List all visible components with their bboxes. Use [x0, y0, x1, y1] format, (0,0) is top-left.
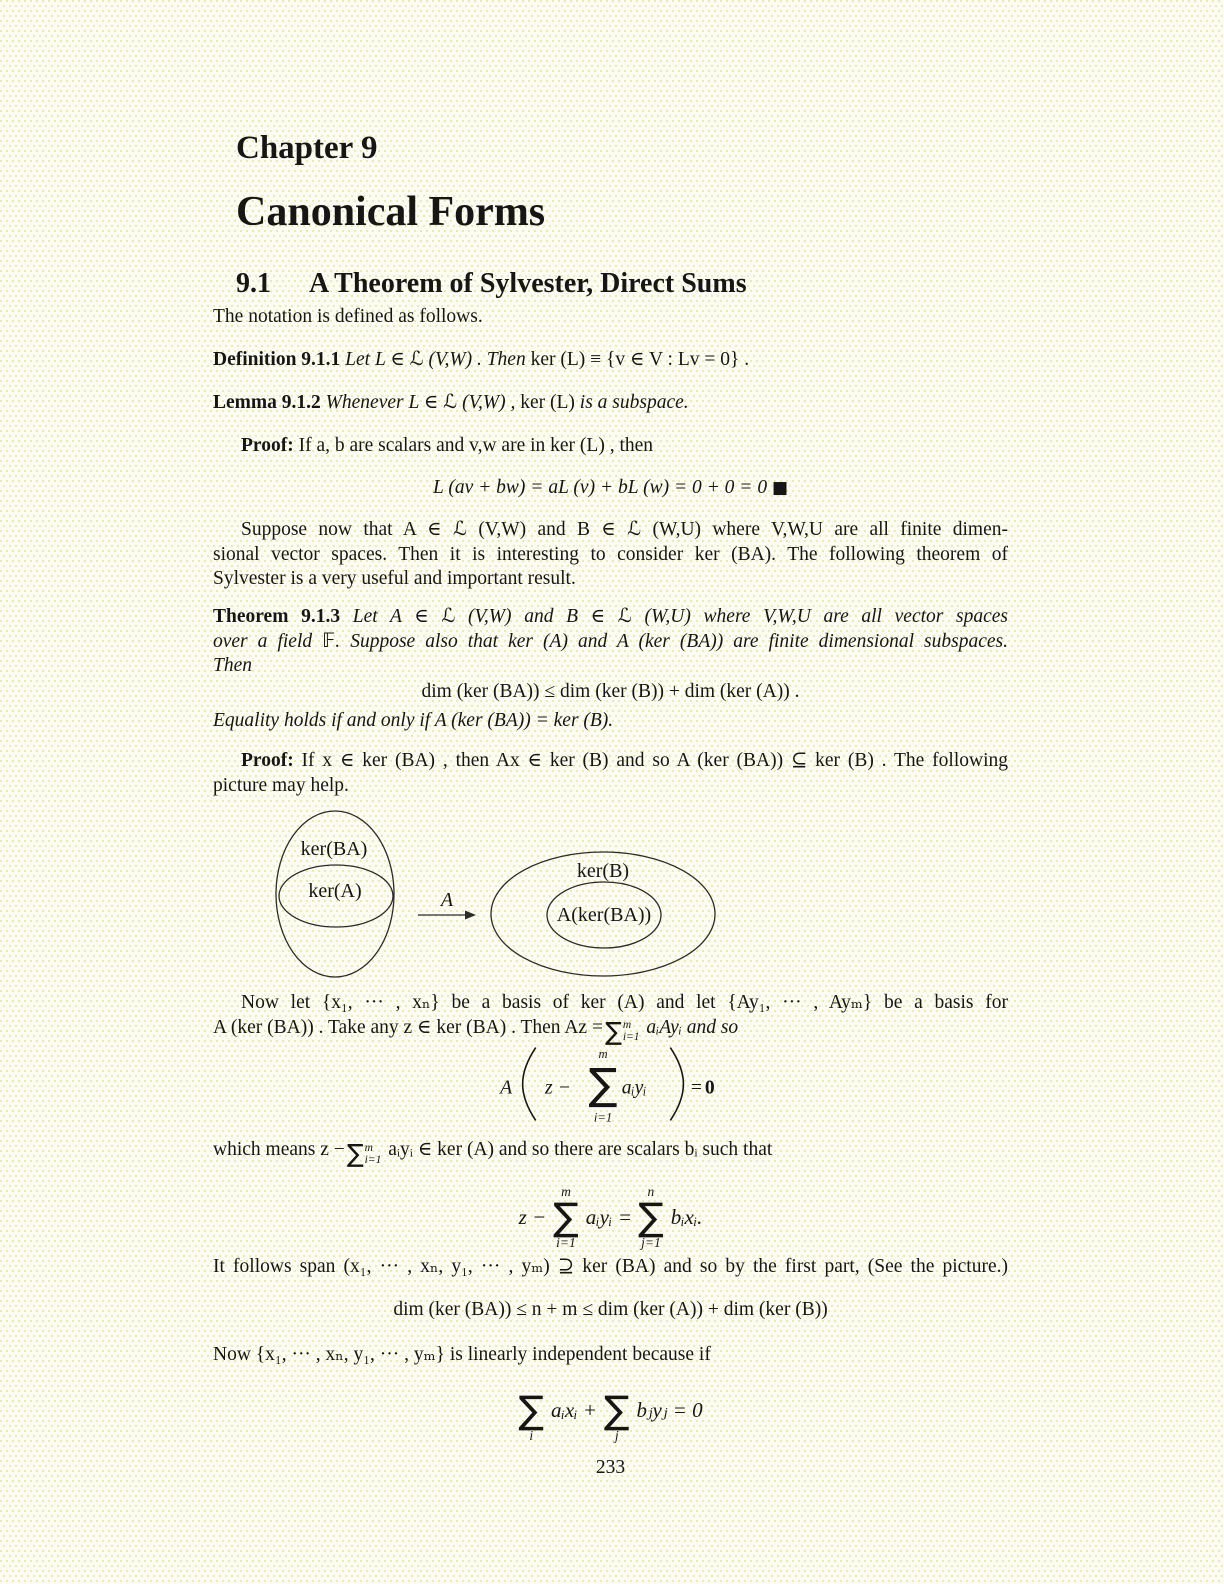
sum-stack-2 — [638, 1184, 664, 1250]
now-let-line2 — [213, 1016, 1008, 1044]
definition-body-roman: ker (L) ≡ {v ∈ V : Lv = 0} . — [530, 349, 750, 370]
definition-body-italic: Let L ∈ ℒ (V,W) . Then — [345, 349, 526, 370]
proof2-line2: picture may help. — [213, 774, 349, 796]
final-sum-1-bottom: i — [529, 1428, 534, 1443]
lemma-body-italic: Whenever L ∈ ℒ (V,W) , — [325, 392, 516, 413]
section-number: 9.1 — [236, 268, 271, 299]
section-heading — [236, 270, 747, 298]
definition-label: Definition 9.1.1 — [213, 349, 341, 370]
sum-stack-2-top: n — [647, 1184, 655, 1199]
chapter-label: Chapter 9 — [236, 130, 378, 166]
sum-stack-1 — [553, 1184, 579, 1250]
which-means-line — [213, 1138, 1008, 1166]
sigma-icon: ∑ — [638, 1195, 664, 1239]
sum-stack-1-bottom: i=1 — [556, 1235, 576, 1250]
two-sums-term1: aᵢyᵢ — [585, 1204, 613, 1229]
proof1-line — [213, 434, 1036, 459]
inline-sum-1 — [604, 1016, 640, 1046]
section-title: A Theorem of Sylvester, Direct Sums — [309, 268, 747, 299]
lemma-body-italic2: is a subspace. — [579, 392, 689, 413]
sigma-icon: ∑ — [604, 1016, 622, 1046]
sigma-icon: ∑ — [603, 1388, 630, 1432]
page-number: 233 — [595, 1457, 626, 1478]
qed-square-icon: ■ — [771, 478, 789, 498]
notation-line: The notation is defined as follows. — [213, 306, 483, 327]
sigma-icon: ∑ — [553, 1195, 579, 1239]
final-sum-2-bottom: j — [614, 1428, 619, 1443]
big-eq-equals: = — [690, 1077, 702, 1099]
suppose-line3: Sylvester is a very useful and important result. — [213, 568, 576, 589]
suppose-line1: Suppose now that A ∈ ℒ (V,W) and B ∈ ℒ (W,U) where V,W,U are all finite dimen- — [241, 519, 1008, 540]
sum-stack-1-top: m — [561, 1184, 571, 1199]
equation-final — [213, 1377, 1008, 1443]
equation-two-sums — [213, 1184, 1008, 1250]
big-sum-top: m — [598, 1046, 608, 1061]
which-means-pre: which means z − — [213, 1139, 345, 1160]
now-let-paragraph — [213, 991, 1008, 1044]
theorem-line1-rest: Let A ∈ ℒ (V,W) and B ∈ ℒ (W,U) where V,W,U are all vector spaces — [352, 606, 1009, 627]
equation-dim-inequality: dim (ker (BA)) ≤ dim (ker (B)) + dim (ker (A)) . — [421, 681, 800, 702]
inline-sum-2 — [347, 1141, 382, 1166]
label-a-ker-ba: A(ker(BA)) — [556, 904, 652, 926]
suppose-paragraph — [213, 518, 1008, 592]
equation-big-parens — [213, 1041, 1008, 1132]
sum-stack-2-bottom: j=1 — [641, 1235, 661, 1250]
now-let-line2-post: aᵢAyᵢ and so — [646, 1016, 739, 1038]
two-sums-equals: = — [619, 1204, 632, 1229]
proof2-label: Proof: — [241, 750, 294, 771]
theorem-line1 — [213, 605, 1008, 630]
which-means-post: aᵢyᵢ ∈ ker (A) and so there are scalars bᵢ such that — [388, 1139, 773, 1160]
lemma-paragraph — [213, 391, 1008, 416]
equation-linearity-text: L (av + bw) = aL (v) + bL (w) = 0 + 0 = 0 — [432, 477, 768, 498]
now-let-line2-pre: A (ker (BA)) . Take any z ∈ ker (BA) . Then Az = — [213, 1016, 603, 1038]
chapter-title: Canonical Forms — [236, 189, 546, 235]
equality-line: Equality holds if and only if A (ker (BA)) = ker (B). — [213, 710, 614, 731]
equation-big-svg — [498, 1041, 723, 1127]
theorem-paragraph — [213, 605, 1008, 679]
theorem-line2: over a field 𝔽. Suppose also that ker (A) and A (ker (BA)) are finite dimensional subspaces. — [213, 630, 1008, 652]
map-arrow-head-icon — [465, 911, 476, 920]
lemma-body-roman: ker (L) — [520, 392, 575, 413]
big-sigma-icon: ∑ — [588, 1059, 618, 1110]
equation-dim-nm: dim (ker (BA)) ≤ n + m ≤ dim (ker (A)) + dim (ker (B)) — [393, 1299, 828, 1320]
now-let-line1: Now let {x₁, ··· , xₙ} be a basis of ker (A) and let {Ay₁, ··· , Ayₘ} be a basis for — [241, 992, 1008, 1013]
inline-sum-1-top: m — [622, 1019, 632, 1031]
kernel-venn-diagram — [213, 806, 1008, 984]
map-arrow-label: A — [440, 889, 454, 911]
proof2-line1-rest: If x ∈ ker (BA) , then Ax ∈ ker (B) and so A (ker (BA)) ⊆ ker (B) . The following — [301, 750, 1009, 771]
label-ker-b: ker(B) — [576, 860, 630, 882]
final-sum-stack-2 — [604, 1377, 630, 1443]
label-ker-a: ker(A) — [308, 880, 362, 902]
big-eq-zero: 0 — [704, 1077, 715, 1099]
final-term2: bⱼyⱼ = 0 — [636, 1397, 703, 1422]
final-term1: aᵢxᵢ + — [551, 1397, 597, 1422]
equation-linearity — [213, 476, 1008, 501]
sigma-icon: ∑ — [346, 1139, 364, 1168]
inline-sum-2-bottom: i=1 — [364, 1153, 382, 1166]
now-independent-line: Now {x₁, ··· , xₙ, y₁, ··· , yₘ} is linearly independent because if — [213, 1344, 711, 1365]
proof2-paragraph — [213, 749, 1008, 798]
theorem-line3: Then — [213, 655, 252, 676]
big-left-paren — [523, 1048, 536, 1121]
proof1-text: If a, b are scalars and v,w are in ker (L) , then — [298, 435, 654, 456]
sigma-icon: ∑ — [518, 1388, 544, 1432]
theorem-label: Theorem 9.1.3 — [213, 606, 341, 627]
big-eq-inner: z − — [545, 1077, 571, 1099]
two-sums-lhs: z − — [518, 1204, 547, 1229]
proof1-label: Proof: — [241, 435, 294, 456]
final-sum-stack-1 — [518, 1377, 544, 1443]
two-sums-term2: bᵢxᵢ. — [670, 1204, 703, 1229]
big-right-paren — [670, 1048, 683, 1121]
it-follows-line: It follows span (x₁, ··· , xₙ, y₁, ··· , yₘ) ⊇ ker (BA) and so by the first part, (See the picture.) — [213, 1256, 1008, 1277]
big-sum-bottom: i=1 — [593, 1110, 613, 1125]
proof2-line1 — [213, 749, 1008, 774]
big-eq-term: aᵢyᵢ — [621, 1077, 647, 1099]
definition-paragraph — [213, 348, 1008, 373]
big-eq-A: A — [500, 1077, 513, 1099]
suppose-line2: sional vector spaces. Then it is interesting to consider ker (BA). The following theorem of — [213, 543, 1008, 565]
lemma-label: Lemma 9.1.2 — [213, 392, 321, 413]
inline-sum-2-top: m — [364, 1141, 373, 1154]
inline-sum-1-bottom: i=1 — [622, 1031, 640, 1043]
label-ker-ba: ker(BA) — [300, 838, 368, 860]
